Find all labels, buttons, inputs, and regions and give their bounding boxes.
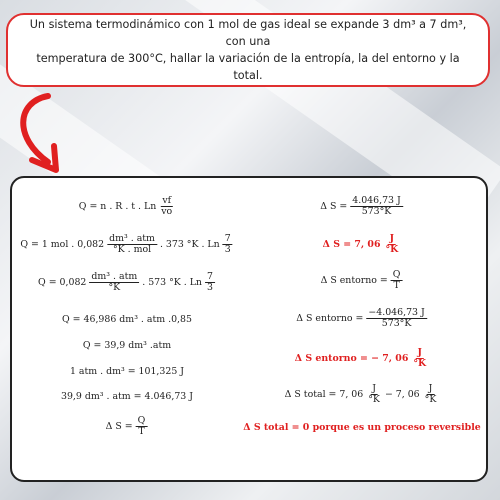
equation-left-3: Q = 0,082 $\frac{\text{dm³ . atm}}{^\circ K}$ . 573 °K . Ln $\frac{7}{3}$ xyxy=(38,271,213,293)
equation-left-1: Q = n . R . t . Ln $\frac{vf}{vo}$ xyxy=(78,195,173,217)
equation-left-8: Δ S = $\frac{Q}{T}$ xyxy=(105,415,146,437)
problem-line-1: Un sistema termodinámico con 1 mol de gas ideal se expande 3 dm³ a 7 dm³, con una xyxy=(29,18,467,48)
equation-right-4: Δ S entorno = $\frac{-4.046,73 J}{573^\circ K}$ xyxy=(296,307,425,329)
equation-right-6: Δ S total = 7, 06 $\frac{J}{^\circ K}$ − 7, 06 $\frac{J}{^\circ K}$ xyxy=(284,383,437,405)
equation-left-7: 39,9 dm³ . atm = 4.046,73 J xyxy=(61,391,193,402)
equation-left-2: Q = 1 mol . 0,082 $\frac{\text{dm³ . atm}}{\text{°K . mol}}$ . 373 °K . Ln $\frac{7}{3}$ xyxy=(20,233,231,255)
problem-statement xyxy=(22,16,474,84)
red-arrow-icon xyxy=(8,90,78,182)
equation-left-5: Q = 39,9 dm³ .atm xyxy=(82,340,172,351)
problem-line-2: temperatura de 300°C, hallar la variación de la entropía, la del entorno y la total. xyxy=(36,52,460,82)
equation-right-5-result: Δ S entorno = − 7, 06 $\frac{J}{^\circ K}$ xyxy=(294,347,427,369)
equation-left-4: Q = 46,986 dm³ . atm .0,85 xyxy=(62,314,192,325)
equation-right-7-conclusion: Δ S total = 0 porque es un proceso reversible xyxy=(243,422,481,433)
equation-right-2-result: Δ S = 7, 06 $\frac{J}{^\circ K}$ xyxy=(322,233,399,255)
solution-panel xyxy=(10,176,488,482)
equation-right-1: Δ S = $\frac{4.046,73 J}{573^\circ K}$ xyxy=(320,195,401,217)
equation-right-3: Δ S entorno = $\frac{Q}{T}$ xyxy=(320,269,401,291)
equation-left-6: 1 atm . dm³ = 101,325 J xyxy=(69,366,185,377)
problem-statement-box xyxy=(6,13,490,87)
